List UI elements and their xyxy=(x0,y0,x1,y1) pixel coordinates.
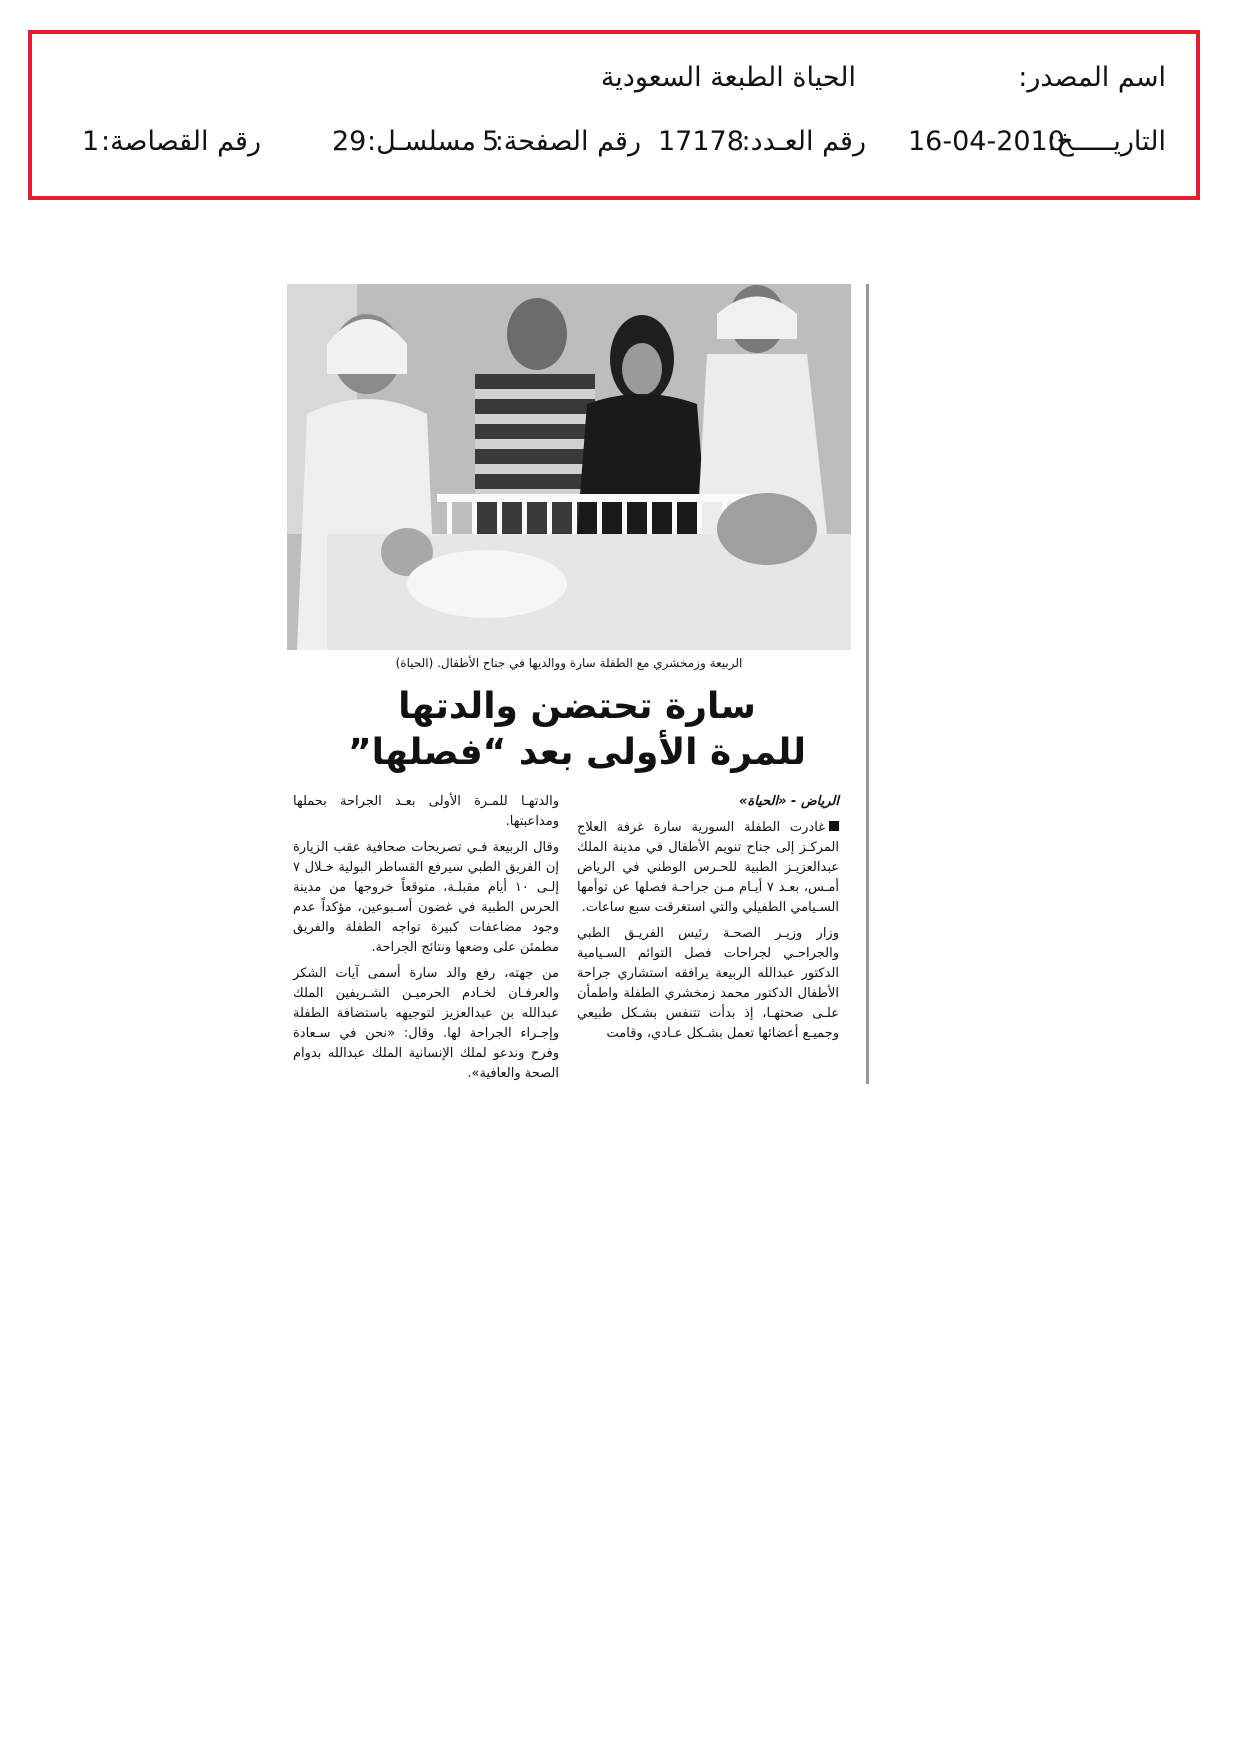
article-clipping xyxy=(287,284,867,1084)
metadata-box xyxy=(28,30,1200,200)
article-column-left xyxy=(293,792,559,1090)
issue-value: 17178 xyxy=(658,126,744,157)
serial-label: مسلسـل: xyxy=(366,126,476,157)
article-photo xyxy=(287,284,851,650)
article-column-right xyxy=(577,792,839,1050)
date-label: التاريـــــخ: xyxy=(1047,126,1166,157)
dateline: الرياض - «الحياة» xyxy=(738,794,839,809)
paragraph: من جهته، رفع والد سارة أسمى آيات الشكر والعرفـان لخـادم الحرميـن الشـريفين الملك عبدالله بن عبدالعزيز لتوجيهه باستضافة الطفلة وإجـراء الجراحة لها. وقال: «نحن في سـعادة وفرح وندعو لملك الإنسانية الملك عبدالله بدوام الصحة والعافية». xyxy=(293,966,559,1081)
clip-value: 1 xyxy=(82,126,100,157)
page-label: رقم الصفحة: xyxy=(494,126,641,157)
photo-caption: الربيعة وزمخشري مع الطفلة سارة ووالديها في جناح الأطفال. (الحياة) xyxy=(395,656,743,670)
clip-label: رقم القصاصة: xyxy=(100,126,261,157)
headline-line-2: للمرة الأولى بعد “فصلها” xyxy=(347,732,807,773)
serial-value: 29 xyxy=(332,126,367,157)
bullet-square-icon xyxy=(829,821,839,831)
article-headline xyxy=(287,684,867,776)
page-value: 5 xyxy=(482,126,500,157)
headline-line-1: سارة تحتضن والدتها xyxy=(398,686,756,727)
paragraph: وقال الربيعة فـي تصريحات صحافية عقب الزيارة إن الفريق الطبي سيرفع القساطر البولية خـلال ٧ إلـى ١٠ أيام مقبلـة، متوقعاً خروجها من مدينة الحرس الطبية في غضون أسـبوعين، مؤكداً عدم وجود مضاعفات كبيرة تواجه الطفلة والفريق مطمئن على وضعها ونتائج الجراحة. xyxy=(293,840,559,955)
source-label: اسم المصدر: xyxy=(1018,62,1166,93)
column-divider xyxy=(866,284,869,1084)
paragraph: والدتهـا للمـرة الأولى بعـد الجراحة بحملها ومداعبتها. xyxy=(293,794,559,829)
source-value: الحياة الطبعة السعودية xyxy=(600,62,856,93)
date-value: 16-04-2010 xyxy=(908,126,1065,157)
paragraph: غادرت الطفلة السورية سارة غرفة العلاج المركـز إلى جناح تنويم الأطفال في مدينة الملك عبدالعزيـز الطبية للحـرس الوطني في الرياض أمـس، بعـد ٧ أيـام مـن جراحـة فصلها عن توأمها السـيامي الطفيلي والتي استغرقت سبع ساعات. xyxy=(577,820,839,915)
issue-label: رقم العـدد: xyxy=(741,126,866,157)
paragraph: وزار وزيـر الصحـة رئيس الفريـق الطبي والجراحـي لجراحات فصل التوائم السـيامية الدكتور عبدالله الربيعة يرافقه استشاري جراحة الأطفال الدكتور محمد زمخشري الطفلة واطمأن علـى صحتهـا، إذ بدأت تتنفس بشـكل طبيعي وجميـع أعضائها تعمل بشـكل عـادي، وقامت xyxy=(577,926,839,1041)
